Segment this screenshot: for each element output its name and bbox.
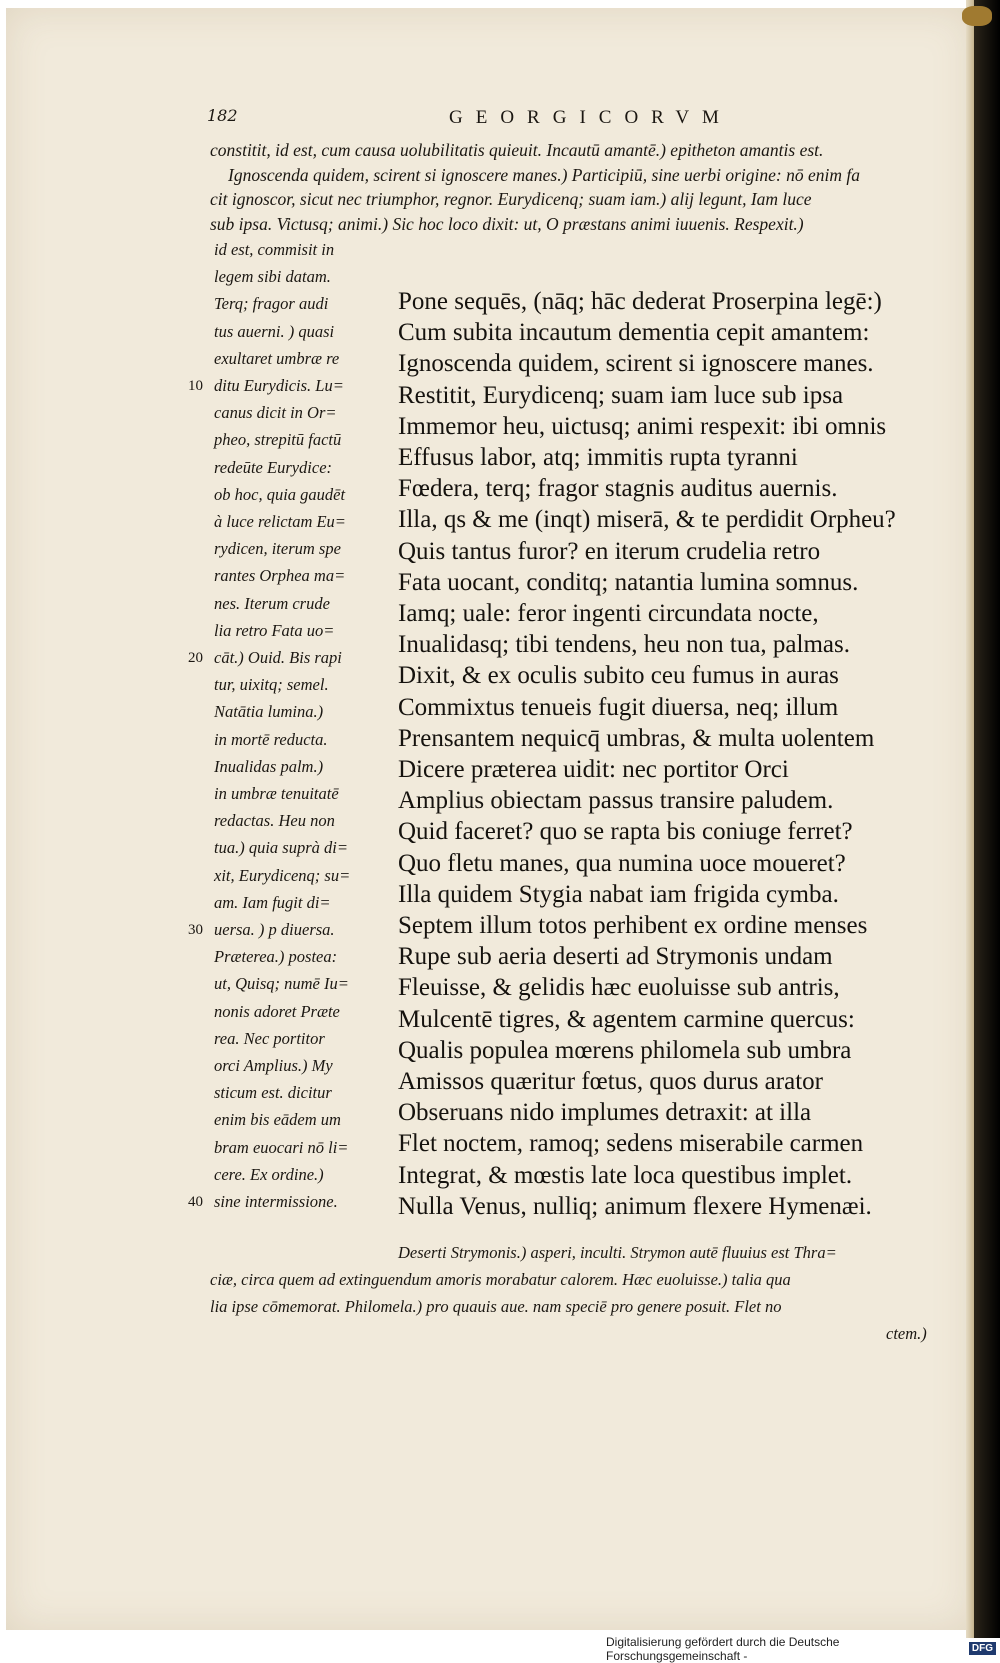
side-commentary-line: in mortē reducta.	[214, 729, 328, 749]
margin-line-number: 10	[188, 378, 203, 394]
top-commentary-line: constitit, id est, cum causa uolubilitatis quieuit. Incautū amantē.) epitheton amantis est.	[210, 140, 824, 160]
side-commentary-line: rydicen, iterum spe	[214, 539, 341, 559]
side-commentary-line: id est, commisit in	[214, 240, 335, 259]
verse-line: Inualidasq; tibi tendens, heu non tua, palmas.	[398, 631, 850, 659]
dfg-logo-badge: DFG	[969, 1642, 996, 1655]
binding-shadow	[974, 0, 1000, 1640]
side-commentary-line: nonis adoret Præte	[214, 1001, 340, 1021]
bottom-commentary-line: Deserti Strymonis.) asperi, inculti. Strymon autē fluuius est Thra=	[398, 1243, 837, 1262]
side-commentary-line: tur, uixitq; semel.	[214, 675, 329, 695]
side-commentary-line: Inualidas palm.)	[214, 756, 324, 776]
verse-line: Nulla Venus, nulliq; animum flexere Hymenæi.	[398, 1192, 872, 1220]
verse-line: Dicere præterea uidit: nec portitor Orci	[398, 756, 789, 783]
verse-line: Mulcentē tigres, & agentem carmine quercus:	[398, 1005, 855, 1033]
side-commentary-line: orci Amplius.) My	[214, 1056, 333, 1075]
verse-line: Restitit, Eurydicenq; suam iam luce sub ipsa	[398, 381, 844, 409]
side-commentary-line: legem sibi datam.	[214, 267, 331, 287]
side-commentary-line: Terq; fragor audi	[214, 294, 329, 314]
bottom-commentary-line: ciæ, circa quem ad extinguendum amoris morabatur calorem. Hæc euoluisse.) talia qua	[210, 1270, 791, 1289]
footer-credit: Digitalisierung gefördert durch die Deutsche Forschungsgemeinschaft -	[606, 1634, 840, 1663]
side-commentary-line: am. Iam fugit di=	[214, 892, 331, 912]
side-commentary-line: uersa. ) p diuersa.	[214, 920, 335, 939]
verse-line: Effusus labor, atq; immitis rupta tyranni	[398, 444, 798, 471]
digitization-footer	[606, 1634, 1000, 1663]
side-commentary-line: bram euocari nō li=	[214, 1137, 349, 1157]
verse-line: Flet noctem, ramoq; sedens miserabile carmen	[398, 1130, 864, 1158]
verse-line: Commixtus tenueis fugit diuersa, neq; illum	[398, 693, 839, 721]
side-commentary-line: sticum est. dicitur	[214, 1083, 332, 1103]
top-commentary-line: cit ignoscor, sicut nec triumphor, regnor. Eurydicenq; suam iam.) alij legunt, Iam luce	[210, 189, 812, 209]
verse-line: Illa, qs & me (inqt) miserā, & te perdidit Orpheu?	[398, 506, 896, 534]
verse-line: Septem illum totos perhibent ex ordine menses	[398, 912, 868, 939]
verse-line: Quis tantus furor? en iterum crudelia retro	[398, 537, 821, 565]
side-commentary-line: ditu Eurydicis. Lu=	[214, 376, 344, 395]
side-commentary-line: ut, Quisq; numē Iu=	[214, 974, 349, 994]
side-commentary-line: enim bis eādem um	[214, 1110, 341, 1130]
verse-line: Dixit, & ex oculis subito ceu fumus in auras	[398, 662, 839, 690]
top-commentary-line: Ignoscenda quidem, scirent si ignoscere manes.) Participiū, sine uerbi origine: nō enim fa	[228, 164, 860, 185]
verse-line: Integrat, & mœstis late loca questibus implet.	[398, 1161, 853, 1189]
side-commentary-line: canus dicit in Or=	[214, 403, 337, 423]
side-commentary-line: xit, Eurydicenq; su=	[214, 865, 351, 885]
page-number: 182	[207, 106, 238, 125]
side-commentary-line: ob hoc, quia gaudēt	[214, 484, 346, 504]
side-commentary-line: cāt.) Ouid. Bis rapi	[214, 648, 342, 667]
side-commentary-line: tus auerni. ) quasi	[214, 321, 335, 341]
side-commentary-line: exultaret umbræ re	[214, 348, 340, 368]
side-commentary-line: redactas. Heu non	[214, 811, 335, 831]
verse-line: Rupe sub aeria deserti ad Strymonis undam	[398, 943, 833, 971]
side-commentary-line: Præterea.) postea:	[214, 947, 338, 967]
verse-line: Prensantem nequicq̄ umbras, & multa uolentem	[398, 724, 875, 752]
margin-line-number: 30	[188, 922, 203, 938]
side-commentary-line: tua.) quia suprà di=	[214, 838, 348, 858]
verse-line: Iamq; uale: feror ingenti circundata nocte,	[398, 600, 819, 627]
side-commentary-line: in umbræ tenuitatē	[214, 784, 339, 803]
verse-line: Fata uocant, conditq; natantia lumina somnus.	[398, 568, 859, 596]
verse-line: Pone sequēs, (nāq; hāc dederat Proserpina legē:)	[398, 288, 882, 315]
side-commentary-line: nes. Iterum crude	[214, 593, 330, 613]
margin-line-number: 40	[188, 1194, 203, 1210]
verse-line: Amissos quæritur fœtus, quos durus arator	[398, 1068, 823, 1095]
verse-line: Cum subita incautum dementia cepit amantem:	[398, 319, 870, 347]
verse-line: Quo fletu manes, qua numina uoce moueret?	[398, 849, 846, 877]
verse-line: Fœdera, terq; fragor stagnis auditus auernis.	[398, 475, 838, 503]
verse-line: Quid faceret? quo se rapta bis coniuge ferret?	[398, 818, 853, 846]
verse-line: Qualis populea mœrens philomela sub umbra	[398, 1036, 852, 1064]
side-commentary-line: rantes Orphea ma=	[214, 566, 346, 586]
side-commentary-line: rea. Nec portitor	[214, 1028, 325, 1048]
side-commentary-line: redeūte Eurydice:	[214, 457, 333, 477]
margin-line-number: 20	[188, 650, 203, 666]
side-commentary-line: à luce relictam Eu=	[214, 512, 346, 531]
verse-line: Ignoscenda quidem, scirent si ignoscere manes.	[398, 350, 874, 378]
top-commentary-line: sub ipsa. Victusq; animi.) Sic hoc loco dixit: ut, O præstans animi iuuenis. Respexit.)	[210, 213, 804, 234]
bottom-commentary-line: ctem.)	[886, 1324, 927, 1343]
side-commentary-line: cere. Ex ordine.)	[214, 1164, 324, 1184]
running-head: GEORGICORVM	[449, 107, 732, 128]
verse-line: Fleuisse, & gelidis hæc euoluisse sub antris,	[398, 974, 840, 1002]
side-commentary-line: Natātia lumina.)	[214, 702, 324, 722]
verse-line: Immemor heu, uictusq; animi respexit: ibi omnis	[398, 412, 887, 440]
side-commentary-line: lia retro Fata uo=	[214, 620, 335, 640]
side-commentary-line: pheo, strepitū factū	[214, 430, 342, 450]
corner-stain	[962, 6, 992, 26]
bottom-commentary-line: lia ipse cōmemorat. Philomela.) pro quauis aue. nam speciē pro genere posuit. Flet no	[210, 1297, 782, 1316]
side-commentary-line: sine intermissione.	[214, 1192, 338, 1211]
verse-line: Illa quidem Stygia nabat iam frigida cymba.	[398, 880, 839, 908]
verse-line: Amplius obiectam passus transire paludem.	[398, 787, 834, 815]
verse-line: Obseruans nido implumes detraxit: at illa	[398, 1099, 812, 1127]
